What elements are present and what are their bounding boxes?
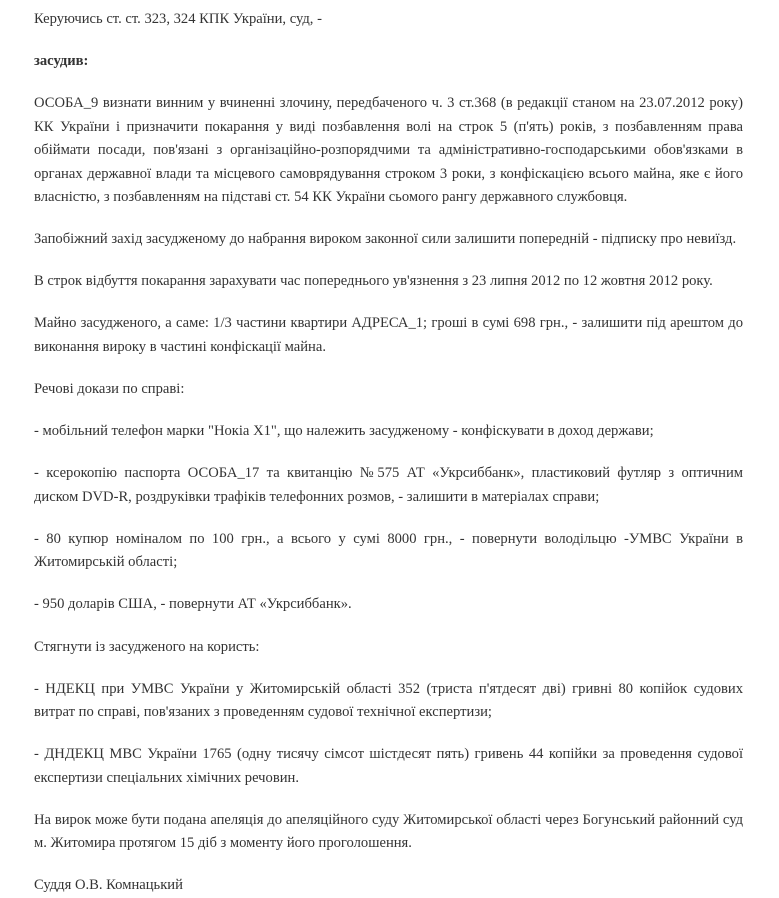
detention-credit-paragraph: В строк відбуття покарання зарахувати час попереднього ув'язнення з 23 липня 2012 по 12 жовтня 2012 року. [34,273,713,290]
preventive-measure-paragraph: Запобіжний захід засудженому до набрання вироком законної сили залишити попередній - підписку про невиїзд. [34,231,737,248]
evidence-item-dollars: - 950 доларів США, - повернути АТ «Укрсиббанк». [34,596,352,613]
property-arrest-paragraph: Майно засудженого, а саме: 1/3 частини квартири АДРЕСА_1; гроші в сумі 698 грн., - залишити під арештом до виконання вироку в частині конфіскації майна. [34,315,743,355]
evidence-heading: Речові докази по справі: [34,381,185,398]
legal-basis-paragraph: Керуючись ст. ст. 323, 324 КПК України, суд, - [34,11,322,27]
evidence-item-documents: - ксерокопію паспорта ОСОБА_17 та квитанцію №575 АТ «Укрсиббанк», пластиковий футляр з оптичним диском DVD-R, роздруківки трафіків телефонних розмов, - залишити в матеріалах справи; [34,465,743,505]
evidence-item-banknotes: - 80 купюр номіналом по 100 грн., а всього у сумі 8000 грн., - повернути володільцю -УМВС України в Житомирській області; [34,530,743,571]
evidence-item-phone: - мобільний телефон марки "Нокіа Х1", що належить засудженому - конфіскувати в доход держави; [34,423,654,440]
recovery-item-dndekc: - ДНДЕКЦ МВС України 1765 (одну тисячу сімсот шістдесят пять) гривень 44 копійки за проведення судової експертизи спеціальних хімічних речовин. [34,746,743,786]
recovery-item-ndekc: - НДЕКЦ при УМВС України у Житомирській області 352 (триста п'ятдесят дві) гривні 80 копійок судових витрат по справі, пов'язаних з проведенням судової технічної експертизи; [34,680,743,721]
appeal-paragraph: На вирок може бути подана апеляція до апеляційного суду Житомирської області через Богунський районний суд м. Житомира протягом 15 діб з моменту його проголошення. [34,811,743,852]
judge-signature: Суддя О.В. Комнацький [34,877,183,894]
sentence-paragraph: ОСОБА_9 визнати винним у вчиненні злочину, передбаченого ч. 3 ст.368 (в редакції станом на 23.07.2012 року) КК України і призначити покарання у виді позбавлення волі на строк 5 (п'ять) років, з позбавленням права обіймати посади, пов'язані з організаційно-розпорядчими та адміністративно-господарськими обов'язками в органах державної влади та місцевого самоврядування строком 3 роки, з конфіскацією всього майна, яке є його власністю, з позбавленням на підставі ст. 54 КК України сьомого рангу державного службовця. [34,95,743,206]
court-verdict-text [34,8,743,898]
recovery-heading: Стягнути із засудженого на користь: [34,638,260,655]
verdict-heading: засудив: [34,53,89,70]
